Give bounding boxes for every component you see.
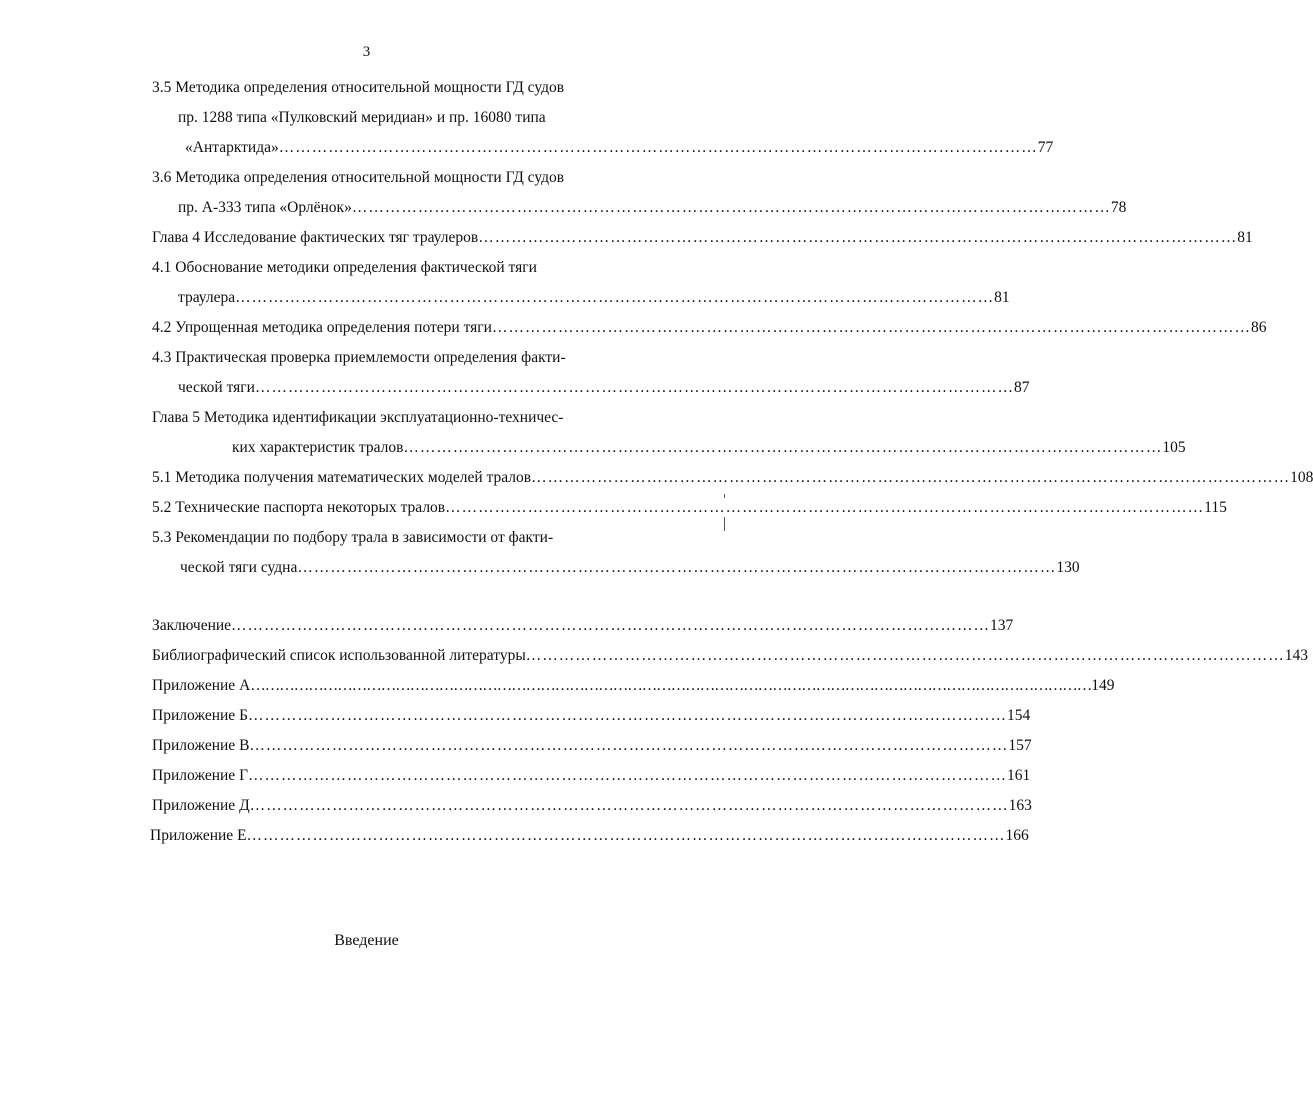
toc-app-a-page: 149	[1091, 677, 1115, 694]
toc-3-5-line-3: «Антарктида»	[185, 139, 279, 156]
toc-app-a-entry	[152, 676, 1115, 696]
page-number: 3	[362, 44, 371, 60]
dot-leader: …………………………………………………………………………………………………………………………	[403, 439, 1163, 456]
toc-app-b-entry	[152, 706, 1031, 726]
dot-leader: …………………………………………………………………………………………………………………………	[278, 139, 1038, 156]
toc-ch4-page: 81	[1237, 229, 1253, 246]
toc-4-3-page: 87	[1013, 379, 1030, 396]
toc-bibliography-entry	[152, 646, 1308, 666]
toc-5-1-page: 108	[1290, 469, 1313, 486]
toc-app-g-label: Приложение Г	[152, 767, 249, 784]
toc-app-v-entry	[152, 736, 1032, 756]
toc-5-2-line-1: 5.2 Технические паспорта некоторых тралов	[152, 499, 446, 516]
toc-app-v-label: Приложение В	[152, 737, 250, 754]
toc-5-3-line-2: ческой тяги судна	[180, 559, 298, 576]
margin-mark	[724, 494, 725, 498]
toc-app-e-page: 166	[1005, 827, 1029, 844]
toc-ch5-page: 105	[1162, 439, 1186, 456]
toc-5-2-entry	[152, 498, 1227, 518]
toc-app-v-page: 157	[1008, 737, 1032, 754]
toc-4-2-page: 86	[1250, 319, 1267, 336]
toc-conclusion-page: 137	[990, 617, 1014, 634]
toc-conclusion-label: Заключение	[152, 617, 232, 634]
toc-ch4-line-1: Глава 4 Исследование фактических тяг траулеров	[152, 229, 479, 246]
toc-4-3-entry	[178, 378, 1030, 398]
section-heading: Введение	[334, 932, 399, 949]
toc-5-3-page: 130	[1056, 559, 1080, 576]
toc-5-3-line-1: 5.3 Рекомендации по подбору трала в зависимости от факти-	[152, 529, 554, 546]
toc-4-1-page: 81	[994, 289, 1010, 306]
dot-leader: …………………………………………………………………………………………………………………………	[231, 617, 991, 634]
toc-4-3-line-1: 4.3 Практическая проверка приемлемости определения факти-	[152, 349, 566, 366]
toc-app-b-label: Приложение Б	[152, 707, 248, 724]
dot-leader: …………………………………………………………………………………………………………………………	[246, 827, 1006, 844]
toc-3-5-entry	[185, 138, 1054, 158]
toc-3-6-entry	[178, 198, 1127, 218]
toc-app-e-label: Приложение Е	[150, 827, 247, 844]
dot-leader: …………………………………………………………………………………………………………………………	[531, 469, 1291, 486]
margin-mark	[724, 517, 725, 531]
toc-4-2-line-1: 4.2 Упрощенная методика определения потери тяги	[152, 319, 492, 336]
toc-app-g-entry	[152, 766, 1031, 786]
dot-leader: …………………………………………………………………………………………………………………………	[235, 289, 995, 306]
toc-app-d-entry	[152, 796, 1032, 816]
toc-3-6-page: 78	[1110, 199, 1127, 216]
dot-leader: …………………………………………………………………………………………………………………………	[249, 737, 1009, 754]
toc-4-1-line-1: 4.1 Обоснование методики определения фактической тяги	[152, 259, 537, 276]
toc-app-a-label: Приложение А	[152, 677, 251, 694]
dot-leader: …………………………………………………………………………………………………………………………	[248, 767, 1008, 784]
toc-3-6-line-2: пр. А-333 типа «Орлёнок»	[178, 199, 352, 216]
toc-ch5-entry	[232, 438, 1186, 458]
dot-leader: …………………………………………………………………………………………………………………………	[297, 559, 1057, 576]
toc-5-1-line-1: 5.1 Методика получения математических моделей тралов	[152, 469, 532, 486]
toc-3-5-line-1: 3.5 Методика определения относительной мощности ГД судов	[152, 79, 565, 96]
toc-ch5-line-1: Глава 5 Методика идентификации эксплуатационно-техничес-	[152, 409, 564, 426]
dot-leader: …………………………………………………………………………………………………………………………	[478, 229, 1238, 246]
toc-3-5-line-2: пр. 1288 типа «Пулковский меридиан» и пр. 16080 типа	[178, 109, 546, 126]
toc-bibliography-page: 143	[1284, 647, 1308, 664]
toc-4-1-entry	[178, 288, 1010, 308]
toc-bibliography-label: Библиографический список использованной литературы	[152, 647, 526, 664]
toc-5-1-entry	[152, 468, 1313, 488]
dot-leader: …………………………………………………………………………………………………………………………	[491, 319, 1251, 336]
toc-ch4-entry	[152, 228, 1253, 248]
toc-5-3-entry	[180, 558, 1080, 578]
toc-ch5-line-2: ких характеристик тралов	[232, 439, 404, 456]
toc-3-5-page: 77	[1037, 139, 1054, 156]
toc-4-1-line-2: траулера	[178, 289, 236, 306]
toc-app-d-page: 163	[1008, 797, 1032, 814]
toc-app-d-label: Приложение Д	[152, 797, 250, 814]
dot-leader: …………………………………………………………………………………………………………………………	[525, 647, 1285, 664]
dot-leader: …………………………………………………………………………………………………………………………	[254, 379, 1014, 396]
dot-leader: …………………………………………………………………………………………………………………………	[247, 707, 1007, 724]
toc-app-g-page: 161	[1007, 767, 1031, 784]
toc-4-3-line-2: ческой тяги	[178, 379, 255, 396]
dot-leader: …………………………………………………………………………………………………………………………	[249, 797, 1009, 814]
toc-app-e-entry	[150, 826, 1029, 846]
toc-app-b-page: 154	[1006, 707, 1031, 724]
dot-leader: …………………………………………………………………………………………………………………………	[351, 199, 1111, 216]
toc-5-2-page: 115	[1204, 499, 1227, 516]
toc-3-6-line-1: 3.6 Методика определения относительной мощности ГД судов	[152, 169, 565, 186]
toc-conclusion-entry	[152, 616, 1014, 636]
toc-4-2-entry	[152, 318, 1267, 338]
dot-leader: …………………………………………………………………………………………………………………………………………………………	[250, 677, 1092, 694]
dot-leader: …………………………………………………………………………………………………………………………	[445, 499, 1205, 516]
